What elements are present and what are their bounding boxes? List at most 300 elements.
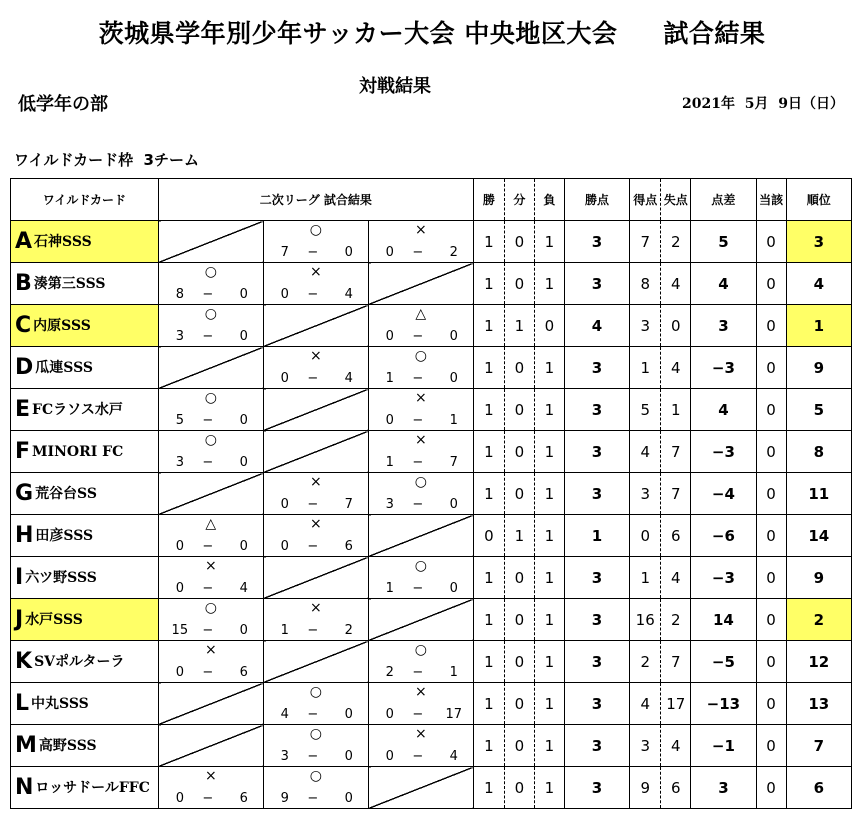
team-cell <box>11 263 159 305</box>
team-cell <box>11 389 159 431</box>
team-letter: F <box>15 439 31 464</box>
head-to-head-cell: 0 <box>756 431 786 473</box>
wins-cell: 1 <box>473 263 504 305</box>
table-row <box>11 725 852 767</box>
match-result-cell <box>158 767 263 809</box>
goals-for-cell: 4 <box>630 431 661 473</box>
score-own: 0 <box>280 539 289 554</box>
draws-cell: 0 <box>504 599 534 641</box>
losses-cell: 1 <box>534 263 564 305</box>
result-symbol: × <box>309 474 322 490</box>
goals-for-cell: 3 <box>630 473 661 515</box>
no-match-cell <box>158 221 263 263</box>
draws-cell: 0 <box>504 221 534 263</box>
score-own: 7 <box>280 245 289 260</box>
match-result-cell <box>368 305 473 347</box>
result-symbol: × <box>414 390 427 406</box>
wins-cell: 1 <box>473 347 504 389</box>
result-symbol: ○ <box>204 600 217 616</box>
match-result-cell <box>368 389 473 431</box>
team-name: 湊第三SSS <box>33 276 106 292</box>
wins-cell: 1 <box>473 473 504 515</box>
score-opponent: 4 <box>239 581 248 596</box>
team-name: 瓜連SSS <box>35 360 93 376</box>
score-own: 3 <box>280 749 289 764</box>
score-dash: − <box>307 497 319 512</box>
match-result-cell <box>158 263 263 305</box>
wins-cell: 1 <box>473 683 504 725</box>
score-opponent: 0 <box>344 749 353 764</box>
team-cell <box>11 221 159 263</box>
rank-cell: 11 <box>786 473 851 515</box>
match-result-cell <box>368 683 473 725</box>
team-name: ロッサドールFFC <box>35 780 150 796</box>
team-name: 中丸SSS <box>31 696 89 712</box>
goal-diff-cell: −4 <box>691 473 756 515</box>
rank-cell: 1 <box>786 305 851 347</box>
match-result-cell <box>368 641 473 683</box>
no-match-cell <box>158 683 263 725</box>
score-opponent: 4 <box>344 287 353 302</box>
head-to-head-cell: 0 <box>756 515 786 557</box>
head-to-head-cell: 0 <box>756 389 786 431</box>
result-symbol: × <box>309 264 322 280</box>
goals-for-cell: 0 <box>630 515 661 557</box>
table-row <box>11 473 852 515</box>
rank-cell: 9 <box>786 347 851 389</box>
score-dash: − <box>202 539 214 554</box>
draws-cell: 0 <box>504 431 534 473</box>
points-cell: 3 <box>564 221 629 263</box>
no-match-cell <box>158 473 263 515</box>
score-dash: − <box>307 539 319 554</box>
losses-cell: 1 <box>534 389 564 431</box>
match-result-cell <box>368 431 473 473</box>
result-symbol: ○ <box>309 684 322 700</box>
score-dash: − <box>412 245 424 260</box>
team-name: 高野SSS <box>38 738 97 754</box>
header-loss: 負 <box>534 179 564 221</box>
no-match-cell <box>263 557 368 599</box>
score-own: 3 <box>385 497 394 512</box>
match-result-cell <box>368 725 473 767</box>
header-points: 勝点 <box>564 179 629 221</box>
score-opponent: 6 <box>239 791 248 806</box>
team-name: MINORI FC <box>32 444 124 460</box>
score-own: 0 <box>385 413 394 428</box>
result-symbol: × <box>204 558 217 574</box>
goals-for-cell: 1 <box>630 557 661 599</box>
result-symbol: × <box>309 600 322 616</box>
head-to-head-cell: 0 <box>756 599 786 641</box>
score-own: 1 <box>385 581 394 596</box>
match-result-cell <box>263 347 368 389</box>
team-cell <box>11 305 159 347</box>
score-own: 1 <box>385 455 394 470</box>
points-cell: 3 <box>564 599 629 641</box>
no-match-cell <box>263 641 368 683</box>
score-own: 1 <box>280 623 289 638</box>
score-own: 3 <box>175 455 184 470</box>
goals-against-cell: 2 <box>661 599 691 641</box>
goals-for-cell: 3 <box>630 725 661 767</box>
score-opponent: 1 <box>449 413 458 428</box>
team-letter: H <box>15 523 34 548</box>
header-goal-diff: 点差 <box>691 179 756 221</box>
losses-cell: 1 <box>534 641 564 683</box>
table-row <box>11 305 852 347</box>
result-symbol: △ <box>205 516 217 532</box>
goals-against-cell: 6 <box>661 767 691 809</box>
score-opponent: 0 <box>344 707 353 722</box>
head-to-head-cell: 0 <box>756 725 786 767</box>
team-letter: J <box>15 607 24 632</box>
draws-cell: 1 <box>504 515 534 557</box>
goal-diff-cell: 4 <box>691 263 756 305</box>
team-letter: I <box>15 565 24 590</box>
team-name: FCラソス水戸 <box>32 402 123 418</box>
draws-cell: 0 <box>504 557 534 599</box>
score-dash: − <box>202 791 214 806</box>
header-draw: 分 <box>504 179 534 221</box>
score-dash: − <box>412 707 424 722</box>
score-own: 0 <box>280 497 289 512</box>
score-opponent: 1 <box>449 665 458 680</box>
goals-against-cell: 4 <box>661 263 691 305</box>
no-match-cell <box>368 767 473 809</box>
score-own: 0 <box>280 287 289 302</box>
team-cell <box>11 431 159 473</box>
team-cell <box>11 641 159 683</box>
match-result-cell <box>158 557 263 599</box>
no-match-cell <box>263 431 368 473</box>
score-opponent: 4 <box>449 749 458 764</box>
goal-diff-cell: −1 <box>691 725 756 767</box>
result-symbol: × <box>414 684 427 700</box>
section-heading: ワイルドカード枠 3チーム <box>14 151 199 169</box>
score-dash: − <box>307 245 319 260</box>
goal-diff-cell: 3 <box>691 305 756 347</box>
table-row <box>11 431 852 473</box>
team-letter: N <box>15 775 34 800</box>
header-second-league: 二次リーグ 試合結果 <box>158 179 473 221</box>
draws-cell: 0 <box>504 347 534 389</box>
score-own: 8 <box>175 287 184 302</box>
result-symbol: × <box>414 222 427 238</box>
division-label: 低学年の部 <box>18 94 108 115</box>
points-cell: 3 <box>564 767 629 809</box>
score-dash: − <box>307 623 319 638</box>
points-cell: 3 <box>564 557 629 599</box>
score-dash: − <box>307 707 319 722</box>
draws-cell: 0 <box>504 473 534 515</box>
head-to-head-cell: 0 <box>756 473 786 515</box>
score-opponent: 0 <box>239 455 248 470</box>
result-symbol: ○ <box>414 558 427 574</box>
team-cell <box>11 557 159 599</box>
score-own: 5 <box>175 413 184 428</box>
team-letter: B <box>15 271 32 296</box>
team-letter: D <box>15 355 34 380</box>
result-symbol: × <box>414 432 427 448</box>
team-letter: C <box>15 313 32 338</box>
result-symbol: × <box>414 726 427 742</box>
no-match-cell <box>368 599 473 641</box>
score-own: 0 <box>385 707 394 722</box>
goals-against-cell: 7 <box>661 641 691 683</box>
match-result-cell <box>263 725 368 767</box>
score-opponent: 2 <box>344 623 353 638</box>
score-dash: − <box>202 455 214 470</box>
goal-diff-cell: −3 <box>691 557 756 599</box>
goals-for-cell: 3 <box>630 305 661 347</box>
result-symbol: ○ <box>204 306 217 322</box>
match-result-cell <box>263 221 368 263</box>
score-dash: − <box>202 665 214 680</box>
no-match-cell <box>158 725 263 767</box>
draws-cell: 0 <box>504 641 534 683</box>
team-letter: M <box>15 733 37 758</box>
team-name: 水戸SSS <box>25 612 83 628</box>
points-cell: 3 <box>564 263 629 305</box>
losses-cell: 1 <box>534 515 564 557</box>
team-letter: G <box>15 481 34 506</box>
header-wildcard: ワイルドカード <box>11 179 159 221</box>
goals-against-cell: 6 <box>661 515 691 557</box>
match-result-cell <box>158 431 263 473</box>
goal-diff-cell: 5 <box>691 221 756 263</box>
losses-cell: 1 <box>534 683 564 725</box>
goals-against-cell: 7 <box>661 473 691 515</box>
points-cell: 3 <box>564 641 629 683</box>
goal-diff-cell: 4 <box>691 389 756 431</box>
score-dash: − <box>202 581 214 596</box>
no-match-cell <box>263 305 368 347</box>
team-name: 石神SSS <box>34 234 92 250</box>
score-own: 0 <box>175 539 184 554</box>
result-symbol: × <box>309 348 322 364</box>
goal-diff-cell: −3 <box>691 347 756 389</box>
score-opponent: 2 <box>449 245 458 260</box>
rank-cell: 7 <box>786 725 851 767</box>
head-to-head-cell: 0 <box>756 767 786 809</box>
team-letter: L <box>15 691 30 716</box>
match-result-cell <box>158 515 263 557</box>
result-symbol: ○ <box>414 642 427 658</box>
table-row <box>11 767 852 809</box>
score-own: 0 <box>175 791 184 806</box>
goals-for-cell: 9 <box>630 767 661 809</box>
score-opponent: 0 <box>239 287 248 302</box>
points-cell: 3 <box>564 725 629 767</box>
rank-cell: 14 <box>786 515 851 557</box>
header-goals-against: 失点 <box>661 179 691 221</box>
score-opponent: 0 <box>239 539 248 554</box>
draws-cell: 0 <box>504 389 534 431</box>
table-row <box>11 221 852 263</box>
score-opponent: 7 <box>344 497 353 512</box>
wins-cell: 1 <box>473 221 504 263</box>
score-dash: − <box>412 371 424 386</box>
score-dash: − <box>202 287 214 302</box>
result-symbol: × <box>309 516 322 532</box>
score-opponent: 0 <box>449 497 458 512</box>
match-result-cell <box>158 389 263 431</box>
losses-cell: 1 <box>534 599 564 641</box>
header-win: 勝 <box>473 179 504 221</box>
team-name: 六ツ野SSS <box>25 570 97 586</box>
team-cell <box>11 515 159 557</box>
head-to-head-cell: 0 <box>756 305 786 347</box>
goals-for-cell: 2 <box>630 641 661 683</box>
table-row <box>11 557 852 599</box>
score-own: 2 <box>385 665 394 680</box>
points-cell: 1 <box>564 515 629 557</box>
team-name: SVポルターラ <box>34 654 125 670</box>
losses-cell: 1 <box>534 347 564 389</box>
result-symbol: ○ <box>414 474 427 490</box>
table-row <box>11 389 852 431</box>
score-opponent: 17 <box>445 707 463 722</box>
losses-cell: 1 <box>534 221 564 263</box>
points-cell: 4 <box>564 305 629 347</box>
match-result-cell <box>368 557 473 599</box>
score-own: 0 <box>385 329 394 344</box>
wins-cell: 1 <box>473 557 504 599</box>
score-own: 0 <box>385 245 394 260</box>
team-name: 内原SSS <box>33 318 91 334</box>
draws-cell: 0 <box>504 683 534 725</box>
losses-cell: 0 <box>534 305 564 347</box>
goals-against-cell: 0 <box>661 305 691 347</box>
score-opponent: 7 <box>449 455 458 470</box>
score-own: 9 <box>280 791 289 806</box>
result-symbol: △ <box>415 306 427 322</box>
rank-cell: 6 <box>786 767 851 809</box>
goals-for-cell: 5 <box>630 389 661 431</box>
header-goals-for: 得点 <box>630 179 661 221</box>
team-name: 田彦SSS <box>35 528 94 544</box>
score-dash: − <box>307 287 319 302</box>
draws-cell: 1 <box>504 305 534 347</box>
team-cell <box>11 599 159 641</box>
head-to-head-cell: 0 <box>756 683 786 725</box>
result-symbol: ○ <box>309 726 322 742</box>
score-own: 4 <box>280 707 289 722</box>
no-match-cell <box>368 515 473 557</box>
score-opponent: 0 <box>449 581 458 596</box>
table-row <box>11 683 852 725</box>
match-result-cell <box>263 683 368 725</box>
team-cell <box>11 683 159 725</box>
match-result-cell <box>263 473 368 515</box>
score-dash: − <box>307 749 319 764</box>
score-dash: − <box>412 413 424 428</box>
rank-cell: 5 <box>786 389 851 431</box>
no-match-cell <box>263 389 368 431</box>
match-date: 2021年 5月 9日（日） <box>682 96 844 112</box>
team-letter: E <box>15 397 31 422</box>
losses-cell: 1 <box>534 557 564 599</box>
team-letter: A <box>15 229 33 254</box>
rank-cell: 13 <box>786 683 851 725</box>
table-row <box>11 641 852 683</box>
goals-for-cell: 1 <box>630 347 661 389</box>
team-name: 荒谷台SS <box>35 486 97 502</box>
losses-cell: 1 <box>534 473 564 515</box>
losses-cell: 1 <box>534 767 564 809</box>
score-opponent: 0 <box>239 413 248 428</box>
draws-cell: 0 <box>504 767 534 809</box>
header-rank: 順位 <box>786 179 851 221</box>
score-dash: − <box>412 581 424 596</box>
team-cell <box>11 725 159 767</box>
score-opponent: 0 <box>449 329 458 344</box>
score-dash: − <box>412 329 424 344</box>
wins-cell: 1 <box>473 767 504 809</box>
match-result-cell <box>158 599 263 641</box>
goals-for-cell: 7 <box>630 221 661 263</box>
match-result-cell <box>368 347 473 389</box>
match-result-cell <box>263 767 368 809</box>
score-opponent: 6 <box>239 665 248 680</box>
results-table <box>10 178 852 809</box>
score-dash: − <box>412 497 424 512</box>
goals-against-cell: 17 <box>661 683 691 725</box>
points-cell: 3 <box>564 431 629 473</box>
score-dash: − <box>412 665 424 680</box>
table-header-row <box>11 179 852 221</box>
match-result-cell <box>263 515 368 557</box>
losses-cell: 1 <box>534 431 564 473</box>
score-opponent: 0 <box>449 371 458 386</box>
wins-cell: 1 <box>473 389 504 431</box>
rank-cell: 2 <box>786 599 851 641</box>
wins-cell: 1 <box>473 305 504 347</box>
goal-diff-cell: −5 <box>691 641 756 683</box>
score-dash: − <box>412 749 424 764</box>
no-match-cell <box>368 263 473 305</box>
match-result-cell <box>263 263 368 305</box>
head-to-head-cell: 0 <box>756 263 786 305</box>
head-to-head-cell: 0 <box>756 557 786 599</box>
rank-cell: 12 <box>786 641 851 683</box>
page-title: 茨城県学年別少年サッカー大会 中央地区大会 試合結果 <box>98 19 766 48</box>
score-opponent: 4 <box>344 371 353 386</box>
points-cell: 3 <box>564 389 629 431</box>
table-row <box>11 263 852 305</box>
score-own: 15 <box>171 623 189 638</box>
score-own: 0 <box>385 749 394 764</box>
table-row <box>11 515 852 557</box>
goal-diff-cell: 14 <box>691 599 756 641</box>
head-to-head-cell: 0 <box>756 347 786 389</box>
score-dash: − <box>202 413 214 428</box>
goals-against-cell: 4 <box>661 557 691 599</box>
score-own: 3 <box>175 329 184 344</box>
result-symbol: × <box>204 642 217 658</box>
draws-cell: 0 <box>504 263 534 305</box>
no-match-cell <box>158 347 263 389</box>
points-cell: 3 <box>564 683 629 725</box>
result-symbol: ○ <box>309 768 322 784</box>
head-to-head-cell: 0 <box>756 641 786 683</box>
match-result-cell <box>368 221 473 263</box>
wins-cell: 1 <box>473 641 504 683</box>
draws-cell: 0 <box>504 725 534 767</box>
result-symbol: ○ <box>414 348 427 364</box>
score-opponent: 0 <box>344 245 353 260</box>
